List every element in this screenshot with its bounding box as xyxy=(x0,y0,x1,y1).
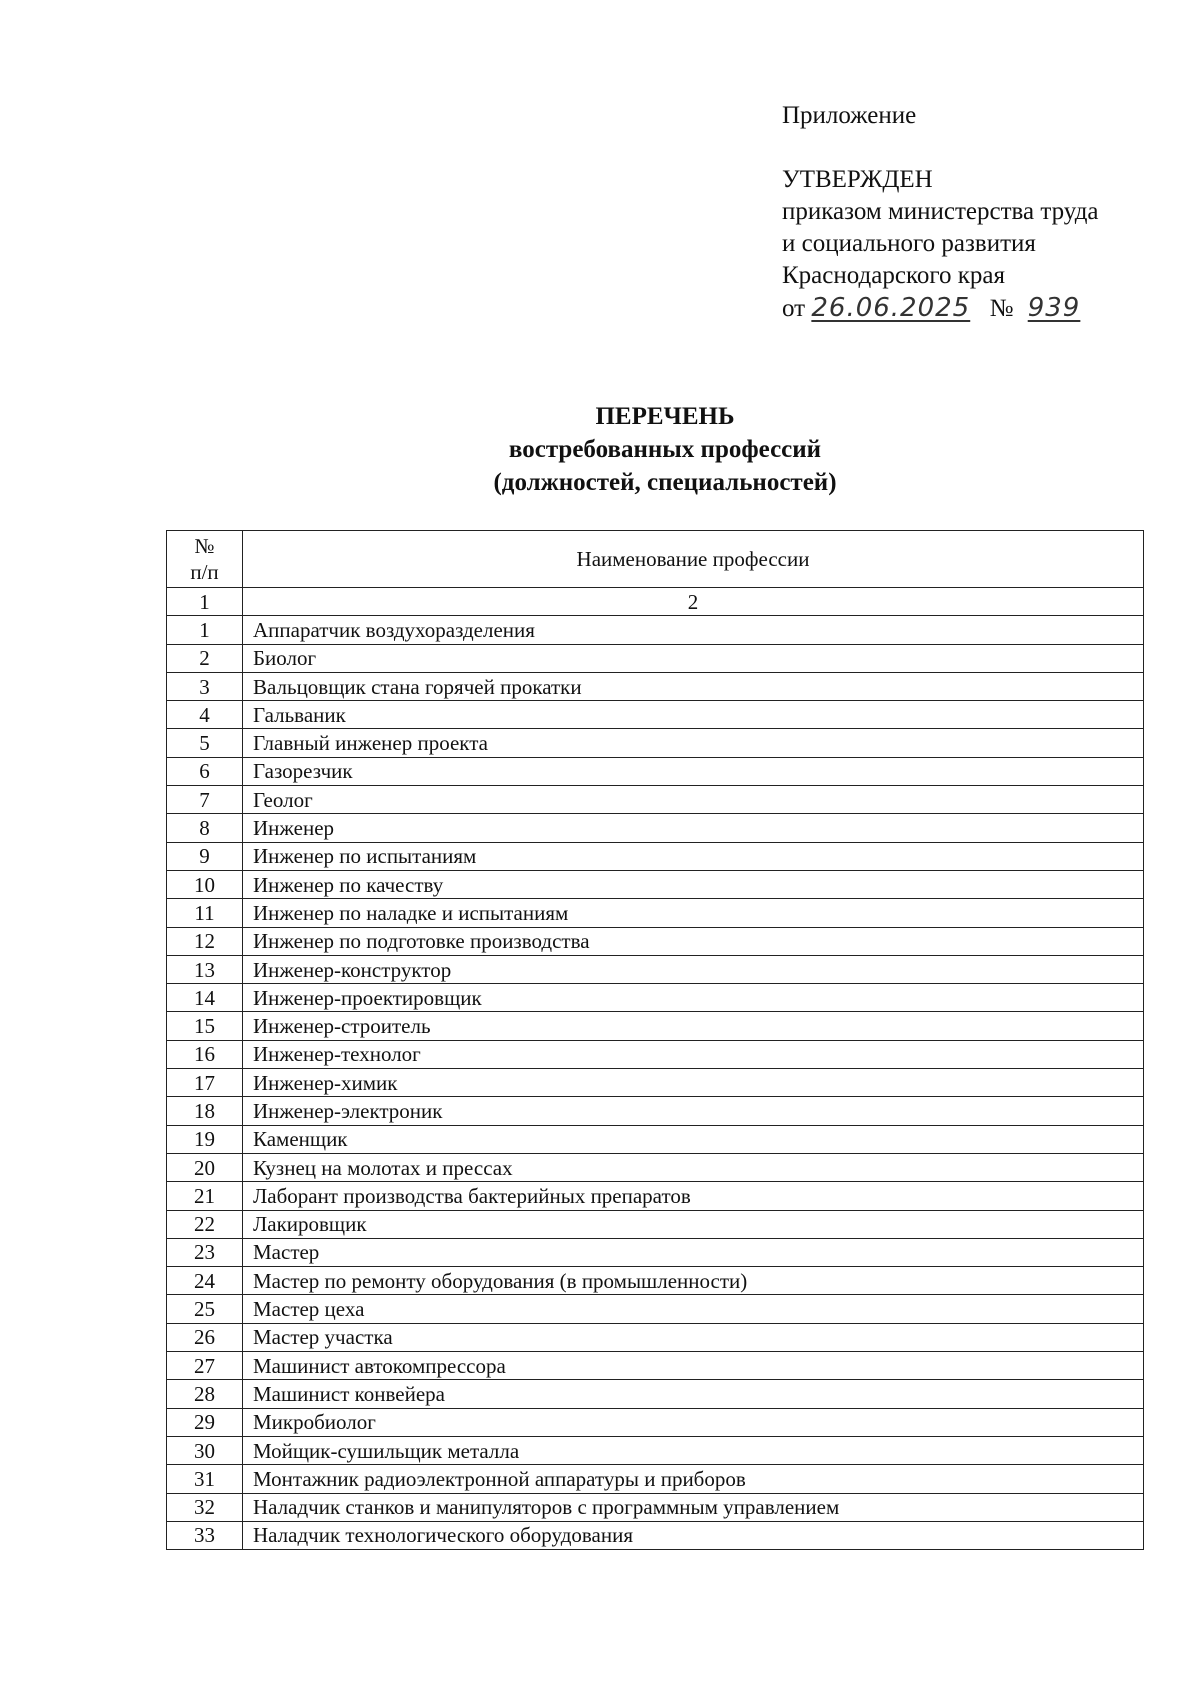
profession-name: Главный инженер проекта xyxy=(243,729,1144,757)
profession-name: Аппаратчик воздухоразделения xyxy=(243,616,1144,644)
header-number-line-1: № xyxy=(194,534,215,558)
row-number: 10 xyxy=(167,870,243,898)
table-row xyxy=(167,701,1144,729)
profession-name: Гальваник xyxy=(243,701,1144,729)
table-row xyxy=(167,1182,1144,1210)
profession-name: Инженер по наладке и испытаниям xyxy=(243,899,1144,927)
row-number: 2 xyxy=(167,644,243,672)
table-row xyxy=(167,1295,1144,1323)
handwritten-order-number: 939 xyxy=(1027,293,1081,323)
row-number: 22 xyxy=(167,1210,243,1238)
row-number: 24 xyxy=(167,1267,243,1295)
profession-name: Инженер xyxy=(243,814,1144,842)
profession-name: Инженер-конструктор xyxy=(243,955,1144,983)
row-number: 23 xyxy=(167,1238,243,1266)
profession-name: Мастер цеха xyxy=(243,1295,1144,1323)
row-number: 9 xyxy=(167,842,243,870)
row-number: 19 xyxy=(167,1125,243,1153)
profession-name: Инженер-строитель xyxy=(243,1012,1144,1040)
document-subtitle-1: востребованных профессий xyxy=(508,436,822,463)
profession-name: Биолог xyxy=(243,644,1144,672)
annex-label: Приложение xyxy=(782,102,917,129)
table-row xyxy=(167,1267,1144,1295)
row-number: 3 xyxy=(167,672,243,700)
row-number: 29 xyxy=(167,1408,243,1436)
professions-table xyxy=(166,530,1144,1550)
header-name-cell: Наименование профессии xyxy=(243,531,1144,588)
profession-name: Мастер по ремонту оборудования (в промышленности) xyxy=(243,1267,1144,1295)
row-number: 12 xyxy=(167,927,243,955)
approved-label: УТВЕРЖДЕН xyxy=(782,166,933,193)
table-row xyxy=(167,1069,1144,1097)
column-index-row xyxy=(167,588,1144,616)
table-row xyxy=(167,644,1144,672)
profession-name: Монтажник радиоэлектронной аппаратуры и приборов xyxy=(243,1465,1144,1493)
column-index-1: 1 xyxy=(167,588,243,616)
row-number: 31 xyxy=(167,1465,243,1493)
profession-name: Инженер-проектировщик xyxy=(243,984,1144,1012)
table-row xyxy=(167,1125,1144,1153)
profession-name: Инженер-химик xyxy=(243,1069,1144,1097)
order-date-number-line xyxy=(782,292,1182,325)
header-number-line-2: п/п xyxy=(190,560,219,584)
row-number: 32 xyxy=(167,1493,243,1521)
table-row xyxy=(167,899,1144,927)
profession-name: Машинист автокомпрессора xyxy=(243,1352,1144,1380)
table-row xyxy=(167,757,1144,785)
table-header-row xyxy=(167,531,1144,588)
number-label: № xyxy=(989,295,1014,322)
table-row xyxy=(167,1012,1144,1040)
table-row xyxy=(167,616,1144,644)
handwritten-date: 26.06.2025 xyxy=(811,293,971,323)
row-number: 26 xyxy=(167,1323,243,1351)
row-number: 4 xyxy=(167,701,243,729)
from-label: от xyxy=(782,295,806,322)
approval-stamp-block xyxy=(782,100,1182,325)
profession-name: Инженер по качеству xyxy=(243,870,1144,898)
row-number: 8 xyxy=(167,814,243,842)
profession-name: Кузнец на молотах и прессах xyxy=(243,1153,1144,1181)
approval-line-2: и социального развития xyxy=(782,230,1036,257)
profession-name: Геолог xyxy=(243,786,1144,814)
table-row xyxy=(167,842,1144,870)
row-number: 11 xyxy=(167,899,243,927)
approval-line-3: Краснодарского края xyxy=(782,262,1005,289)
table-row xyxy=(167,672,1144,700)
row-number: 15 xyxy=(167,1012,243,1040)
row-number: 14 xyxy=(167,984,243,1012)
table-row xyxy=(167,729,1144,757)
table-row xyxy=(167,1352,1144,1380)
profession-name: Микробиолог xyxy=(243,1408,1144,1436)
table-row xyxy=(167,927,1144,955)
row-number: 16 xyxy=(167,1040,243,1068)
profession-name: Инженер-электроник xyxy=(243,1097,1144,1125)
table-row xyxy=(167,1210,1144,1238)
row-number: 21 xyxy=(167,1182,243,1210)
profession-name: Газорезчик xyxy=(243,757,1144,785)
row-number: 6 xyxy=(167,757,243,785)
document-subtitle-2: (должностей, специальностей) xyxy=(493,469,837,496)
profession-name: Мойщик-сушильщик металла xyxy=(243,1436,1144,1464)
row-number: 33 xyxy=(167,1521,243,1549)
profession-name: Лакировщик xyxy=(243,1210,1144,1238)
row-number: 13 xyxy=(167,955,243,983)
profession-name: Каменщик xyxy=(243,1125,1144,1153)
table-row xyxy=(167,1238,1144,1266)
table-row xyxy=(167,1380,1144,1408)
table-row xyxy=(167,955,1144,983)
row-number: 18 xyxy=(167,1097,243,1125)
table-row xyxy=(167,1493,1144,1521)
profession-name: Вальцовщик стана горячей прокатки xyxy=(243,672,1144,700)
table-row xyxy=(167,1097,1144,1125)
table-row xyxy=(167,1465,1144,1493)
column-index-2: 2 xyxy=(243,588,1144,616)
table-row xyxy=(167,786,1144,814)
approval-line-1: приказом министерства труда xyxy=(782,198,1099,225)
row-number: 1 xyxy=(167,616,243,644)
profession-name: Инженер-технолог xyxy=(243,1040,1144,1068)
row-number: 17 xyxy=(167,1069,243,1097)
document-heading xyxy=(0,400,1200,499)
profession-name: Лаборант производства бактерийных препаратов xyxy=(243,1182,1144,1210)
profession-name: Машинист конвейера xyxy=(243,1380,1144,1408)
table-row xyxy=(167,1408,1144,1436)
table-row xyxy=(167,814,1144,842)
table-row xyxy=(167,1040,1144,1068)
row-number: 5 xyxy=(167,729,243,757)
row-number: 27 xyxy=(167,1352,243,1380)
row-number: 20 xyxy=(167,1153,243,1181)
table-row xyxy=(167,1436,1144,1464)
profession-name: Инженер по подготовке производства xyxy=(243,927,1144,955)
table-body xyxy=(167,616,1144,1550)
row-number: 7 xyxy=(167,786,243,814)
table-row xyxy=(167,1521,1144,1549)
document-title: ПЕРЕЧЕНЬ xyxy=(595,403,735,430)
table-row xyxy=(167,984,1144,1012)
row-number: 28 xyxy=(167,1380,243,1408)
profession-name: Мастер xyxy=(243,1238,1144,1266)
row-number: 25 xyxy=(167,1295,243,1323)
profession-name: Наладчик технологического оборудования xyxy=(243,1521,1144,1549)
profession-name: Мастер участка xyxy=(243,1323,1144,1351)
profession-name: Инженер по испытаниям xyxy=(243,842,1144,870)
profession-name: Наладчик станков и манипуляторов с программным управлением xyxy=(243,1493,1144,1521)
row-number: 30 xyxy=(167,1436,243,1464)
table-row xyxy=(167,870,1144,898)
header-number-cell xyxy=(167,531,243,588)
table-row xyxy=(167,1323,1144,1351)
table-row xyxy=(167,1153,1144,1181)
